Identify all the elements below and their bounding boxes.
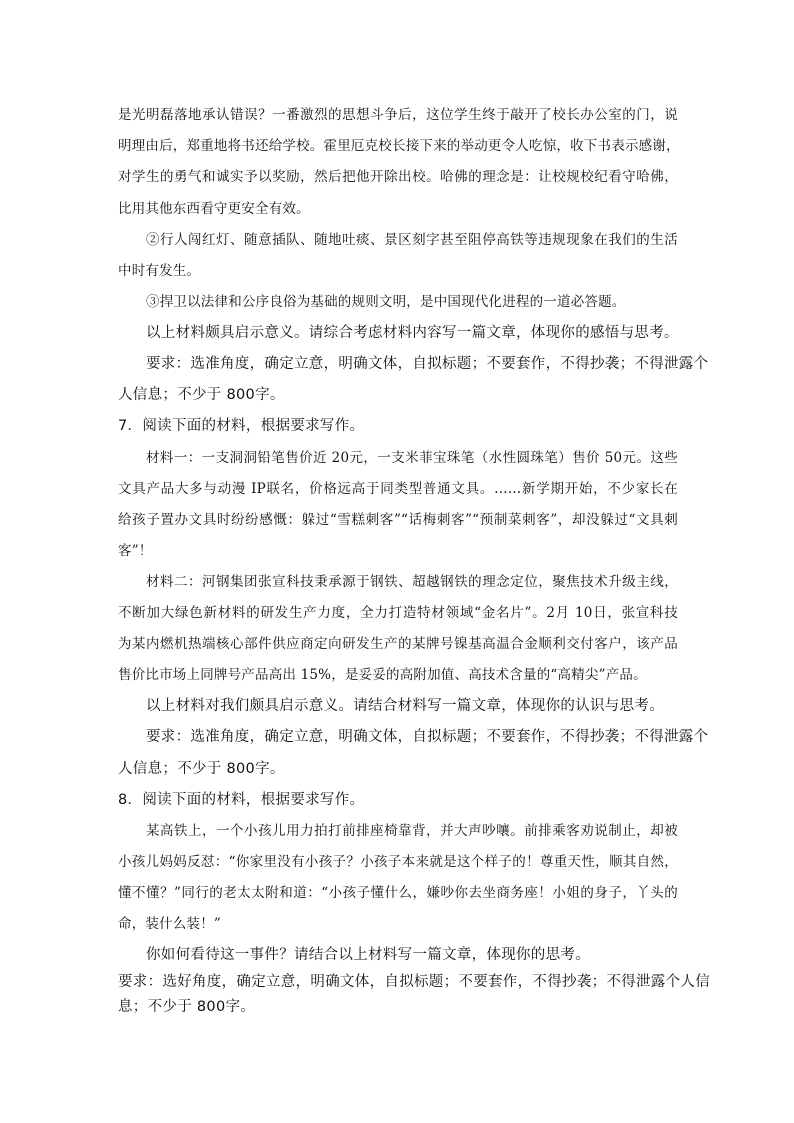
text-line: 人信息；不少于 800字。 [118,761,285,777]
text-line: 比用其他东西看守更安全有效。 [118,201,310,217]
text-line: 是光明磊落地承认错误？一番激烈的思想斗争后，这位学生终于敲开了校长办公室的门，说 [118,107,678,123]
text-line: 你如何看待这一事件？请结合以上材料写一篇文章，体现你的思考。 [146,947,590,963]
text-line: 命，装什么装！” [118,916,222,932]
text-line: 息；不少于 800字。 [118,999,256,1015]
text-line: 以上材料颇具启示意义。请综合考虑材料内容写一篇文章，体现你的感悟与思考。 [146,325,679,341]
text-line: 要求：选好角度，确定立意，明确文体，自拟标题；不要套作，不得抄袭；不得泄露个人信 [118,974,710,990]
text-line: 要求：选准角度，确定立意，明确文体，自拟标题；不要套作，不得抄袭；不得泄露个 [146,356,709,372]
text-line: 中时有发生。 [118,263,201,279]
text-line: 材料二：河钢集团张宣科技秉承源于钢铁、超越钢铁的理念定位，聚焦技术升级主线， [146,574,678,590]
text-line: 为某内燃机热端核心部件供应商定向研发生产的某牌号镍基高温合金顺利交付客户，该产品 [118,636,678,652]
text-line: 客”！ [118,543,153,559]
text-line: 明理由后，郑重地将书还给学校。霍里厄克校长接下来的举动更令人吃惊，收下书表示感谢， [118,138,680,154]
text-line: 文具产品大多与动漫 IP联名，价格远高于同类型普通文具。……新学期开始，不少家长在 [118,481,678,497]
text-line: 小孩儿妈妈反怼：“你家里没有小孩子？小孩子本来就是这个样子的！尊重天性，顺其自然， [118,854,678,870]
text-line: 不断加大绿色新材料的研发生产力度，全力打造特材领域“金名片”。2月 10日，张宣科技 [118,605,678,621]
text-line: 要求：选准角度，确定立意，明确文体，自拟标题；不要套作，不得抄袭；不得泄露个 [146,729,709,745]
text-line: 某高铁上，一个小孩儿用力拍打前排座椅靠背，并大声吵嚷。前排乘客劝说制止，却被 [146,823,678,839]
text-line: 懂不懂？”同行的老太太附和道：“小孩子懂什么，嫌吵你去坐商务座！小姐的身子，丫头的 [118,885,678,901]
text-line: ③捍卫以法律和公序良俗为基础的规则文明，是中国现代化进程的一道必答题。 [146,294,626,310]
text-line: 人信息；不少于 800字。 [118,387,285,403]
text-line: 给孩子置办文具时纷纷感慨：躲过“雪糕刺客”“话梅刺客”“预制菜刺客”，却没躲过“文具刺 [118,512,678,528]
question-heading: 7．阅读下面的材料，根据要求写作。 [118,418,365,434]
text-line: 以上材料对我们颇具启示意义。请结合材料写一篇文章，体现你的认识与思考。 [146,698,664,714]
text-line: 售价比市场上同牌号产品高出 15%，是妥妥的高附加值、高技术含量的“高精尖”产品。 [118,667,647,683]
text-line: ②行人闯红灯、随意插队、随地吐痰、景区刻字甚至阻停高铁等违规现象在我们的生活 [146,232,678,248]
question-heading: 8．阅读下面的材料，根据要求写作。 [118,792,365,808]
text-line: 材料一：一支洞洞铅笔售价近 20元，一支米菲宝珠笔（水性圆珠笔）售价 50元。这些 [146,450,678,466]
text-line: 对学生的勇气和诚实予以奖励，然后把他开除出校。哈佛的理念是：让校规校纪看守哈佛， [118,169,678,185]
